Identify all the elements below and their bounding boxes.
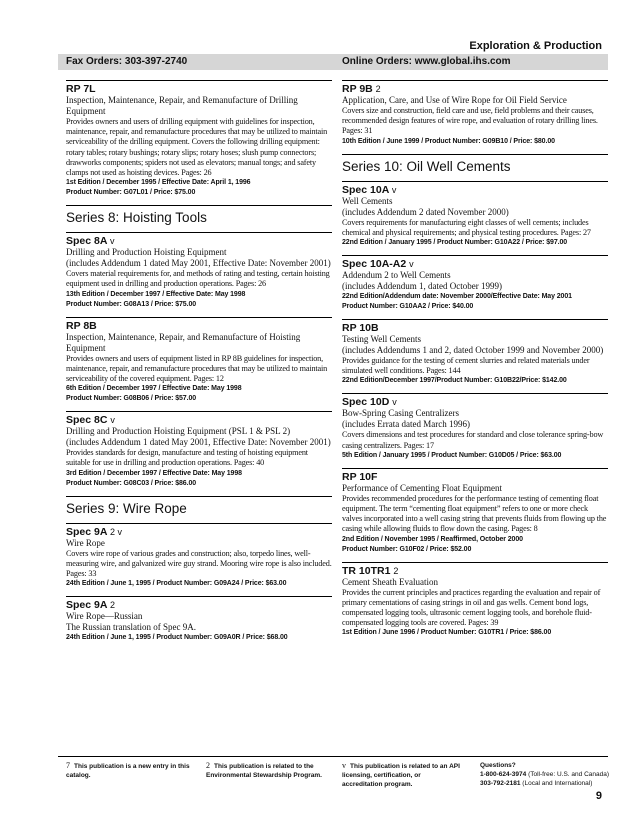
- entry-title: Drilling and Production Hoisting Equipment (PSL 1 & PSL 2): [66, 426, 291, 437]
- entry-addendum: (includes Addendum 1 dated May 2001, Effective Date: November 2001): [66, 437, 331, 448]
- entry-description: Provides owners and users of equipment listed in RP 8B guidelines for inspection, maintenance, repair, and remanufacture procedures that may be utilized to maintain serviceability of the covered equipment. Pages: 12: [66, 353, 328, 384]
- entry-description: Covers dimensions and test procedures for standard and close tolerance spring-bow casing centralizers. Pages: 17: [342, 430, 604, 450]
- entry-edition: 3rd Edition / December 1997 / Effective Date: May 1998: [66, 469, 242, 477]
- page-section-title: Exploration & Production: [469, 40, 602, 52]
- entry-product: Product Number: G08B06 / Price: $57.00: [66, 395, 197, 403]
- entry-edition: 2nd Edition / November 1995 / Reaffirmed, October 2000: [342, 535, 523, 543]
- series-heading-9: Series 9: Wire Rope: [66, 496, 332, 517]
- entry-marks: 2: [375, 84, 381, 94]
- entry-description: Covers material requirements for, and methods of rating and testing, certain hoisting equipment used in drilling and production operations. Pages: 26: [66, 269, 330, 289]
- entry-marks: v: [110, 415, 115, 426]
- entry-product: Product Number: G10F02 / Price: $52.00: [342, 545, 472, 553]
- entry-marks: 2: [109, 600, 115, 611]
- entry-marks: 2: [393, 565, 399, 576]
- entry-spec-8a: [66, 232, 332, 309]
- footnote-text: This publication is related to an API licensing, certification, or accreditation program.: [342, 763, 460, 788]
- right-column: [342, 80, 608, 645]
- licensing-symbol: v: [342, 761, 346, 770]
- entry-title: Inspection, Maintenance, Repair, and Remanufacture of Drilling Equipment: [66, 95, 298, 116]
- entry-marks: v: [109, 236, 115, 247]
- entry-title: Inspection, Maintenance, Repair, and Remanufacture of Hoisting Equipment: [66, 331, 301, 353]
- questions-label: Questions?: [480, 762, 516, 769]
- entry-edition: 24th Edition / June 1, 1995 / Product Number: G09A0R / Price: $68.00: [66, 634, 288, 642]
- entry-addendum: (includes Addendums 1 and 2, dated October 1999 and November 2000): [342, 345, 604, 356]
- entry-code: RP 9B: [342, 83, 373, 95]
- entry-marks: v: [409, 259, 414, 270]
- entry-code: Spec 10D: [342, 396, 390, 409]
- entry-product: Product Number: G10AA2 / Price: $40.00: [342, 303, 474, 311]
- entry-code: Spec 8C: [66, 414, 108, 427]
- footnote-new-entry: [66, 761, 196, 780]
- entry-marks: 2 v: [109, 526, 122, 537]
- entry-tr-10tr1: [342, 562, 608, 639]
- entry-title: Cement Sheath Evaluation: [342, 576, 438, 587]
- entry-product: Product Number: G07L01 / Price: $75.00: [66, 189, 196, 197]
- entry-description: Covers wire rope of various grades and construction; also, torpedo lines, well-measuring wire, and galvanized wire guy strand. Mooring wire rope is also included. Pages: 33: [66, 548, 332, 579]
- entry-description: Covers requirements for manufacturing eight classes of well cements; includes chemical and physical requirements; and physical testing procedures. Pages: 27: [342, 217, 591, 237]
- entry-code: Spec 8A: [66, 235, 108, 248]
- entry-code: Spec 9A: [66, 599, 108, 612]
- phone-local-note: (Local and International): [522, 780, 593, 787]
- entry-title: Application, Care, and Use of Wire Rope for Oil Field Service: [342, 95, 567, 105]
- page-number: 9: [595, 790, 602, 802]
- entry-spec-10d: [342, 393, 608, 460]
- entry-title: Performance of Cementing Float Equipment: [342, 482, 502, 493]
- entry-code: RP 7L: [66, 83, 96, 95]
- entry-marks: v: [391, 184, 397, 195]
- entry-rp-9b: [342, 80, 608, 147]
- entry-code: Spec 10A-A2: [342, 258, 407, 271]
- entry-edition: 22nd Edition / January 1995 / Product Number: G10A22 / Price: $97.00: [342, 239, 568, 247]
- fax-orders: Fax Orders: 303-397-2740: [66, 56, 188, 67]
- entry-edition: 1st Edition / June 1996 / Product Number: G10TR1 / Price: $86.00: [342, 629, 552, 637]
- entry-rp-8b: [66, 317, 332, 405]
- entry-addendum: (includes Addendum 1 dated May 2001, Effective Date: November 2001): [66, 258, 331, 269]
- entry-title: Drilling and Production Hoisting Equipment: [66, 247, 227, 258]
- entry-title: Addendum 2 to Well Cements: [342, 270, 451, 281]
- entry-product: Product Number: G08C03 / Price: $86.00: [66, 479, 197, 487]
- entry-rp-7l: [66, 80, 332, 198]
- series-heading-10: Series 10: Oil Well Cements: [342, 154, 608, 175]
- entry-description: Provides the current principles and practices regarding the evaluation and repair of primary cementations of casing strings in oil and gas wells. Cement bond logs, compensated logging tools, ultrasonic cement logging tools, and borehole fluid-compensated logging tools are covered. Pages: 39: [342, 587, 601, 628]
- entry-code: TR 10TR1: [342, 564, 391, 577]
- entry-title: Well Cements: [342, 195, 393, 206]
- footnote-text: This publication is related to the Environmental Stewardship Program.: [206, 763, 322, 779]
- entry-code: Spec 9A: [66, 525, 108, 538]
- footnote-text: This publication is a new entry in this catalog.: [66, 763, 190, 779]
- entry-title: Wire Rope—Russian: [66, 611, 143, 622]
- entry-title: Wire Rope: [66, 537, 105, 548]
- online-orders: Online Orders: www.global.ihs.com: [342, 56, 511, 67]
- entry-description: Provides standards for design, manufacture and testing of hoisting equipment suitable for use in drilling and production operations. Pages: 40: [66, 448, 308, 468]
- entry-addendum: (includes Addendum 2 dated November 2000): [342, 206, 509, 217]
- entry-code: RP 10B: [342, 322, 379, 335]
- entry-description: The Russian translation of Spec 9A.: [66, 622, 196, 633]
- phone-tollfree-note: (Toll-free: U.S. and Canada): [528, 771, 610, 778]
- entry-edition: 24th Edition / June 1, 1995 / Product Number: G09A24 / Price: $63.00: [66, 580, 287, 588]
- entry-spec-8c: [66, 411, 332, 488]
- phone-local[interactable]: 303-792-2181: [480, 780, 521, 787]
- footer-contact: [480, 761, 610, 788]
- new-entry-symbol: 7: [66, 761, 70, 770]
- entry-title: Bow-Spring Casing Centralizers: [342, 408, 459, 419]
- entry-marks: v: [392, 397, 397, 408]
- footer-legend: [58, 756, 608, 807]
- entry-spec-10a: [342, 181, 608, 248]
- entry-addendum: (includes Addendum 1, dated October 1999): [342, 281, 502, 292]
- entry-description: Provides owners and users of drilling equipment with guidelines for inspection, maintenance, repair, and remanufacture procedures that may be utilized to maintain serviceability of the drilling equipment. Covers the following drilling equipment: rotary tables; rotary bushings; rotary slips; rotary hoses; slush pump connectors; drawworks components; spiders not used as elevators; manual tongs; and safety clamps not used as hoisting devices. Pages: 26: [66, 117, 328, 178]
- entry-edition: 10th Edition / June 1999 / Product Number: G09B10 / Price: $80.00: [342, 137, 555, 145]
- entry-rp-10b: [342, 319, 608, 386]
- entry-title: Testing Well Cements: [342, 334, 421, 345]
- entry-addendum: (includes Errata dated March 1996): [342, 419, 470, 430]
- entry-edition: 1st Edition / December 1995 / Effective Date: April 1, 1996: [66, 179, 251, 187]
- entry-edition: 22nd Edition/December 1997/Product Number: G10B22/Price: $142.00: [342, 377, 567, 385]
- phone-tollfree[interactable]: 1-800-624-3974: [480, 771, 527, 778]
- entry-description: Provides guidance for the testing of cement slurries and related materials under simulated well conditions. Pages: 144: [342, 356, 590, 376]
- entry-description: Provides recommended procedures for the performance testing of cementing float equipment. The term “cementing float equipment” refers to one or more check valves incorporated into a well casing string that prevents fluids from flowing up the casing while allowing fluids to flow down the casing. Pages: 8: [342, 493, 607, 534]
- left-column: [66, 80, 332, 650]
- entry-spec-9a-russian: [66, 596, 332, 643]
- entry-spec-9a: [66, 523, 332, 590]
- entry-rp-10f: [342, 468, 608, 555]
- entry-spec-10a-a2: [342, 255, 608, 312]
- entry-code: RP 10F: [342, 470, 378, 483]
- entry-code: Spec 10A: [342, 183, 389, 196]
- entry-edition: 6th Edition / December 1997 / Effective Date: May 1998: [66, 385, 242, 393]
- entry-code: RP 8B: [66, 319, 97, 332]
- footnote-licensing: [342, 761, 462, 789]
- footnote-environmental: [206, 761, 326, 780]
- entry-product: Product Number: G08A13 / Price: $75.00: [66, 300, 197, 308]
- entry-description: Covers size and construction, field care and use, field problems and their causes, recommended design features of wire rope, and evaluation of rotary drilling lines. Pages: 31: [342, 106, 598, 136]
- order-bar: [58, 54, 608, 70]
- entry-edition: 22nd Edition/Addendum date: November 2000/Effective Date: May 2001: [342, 293, 572, 301]
- entry-edition: 13th Edition / December 1997 / Effective Date: May 1998: [66, 290, 246, 298]
- series-heading-8: Series 8: Hoisting Tools: [66, 205, 332, 226]
- environmental-symbol: 2: [206, 761, 210, 770]
- entry-edition: 5th Edition / January 1995 / Product Number: G10D05 / Price: $63.00: [342, 451, 562, 459]
